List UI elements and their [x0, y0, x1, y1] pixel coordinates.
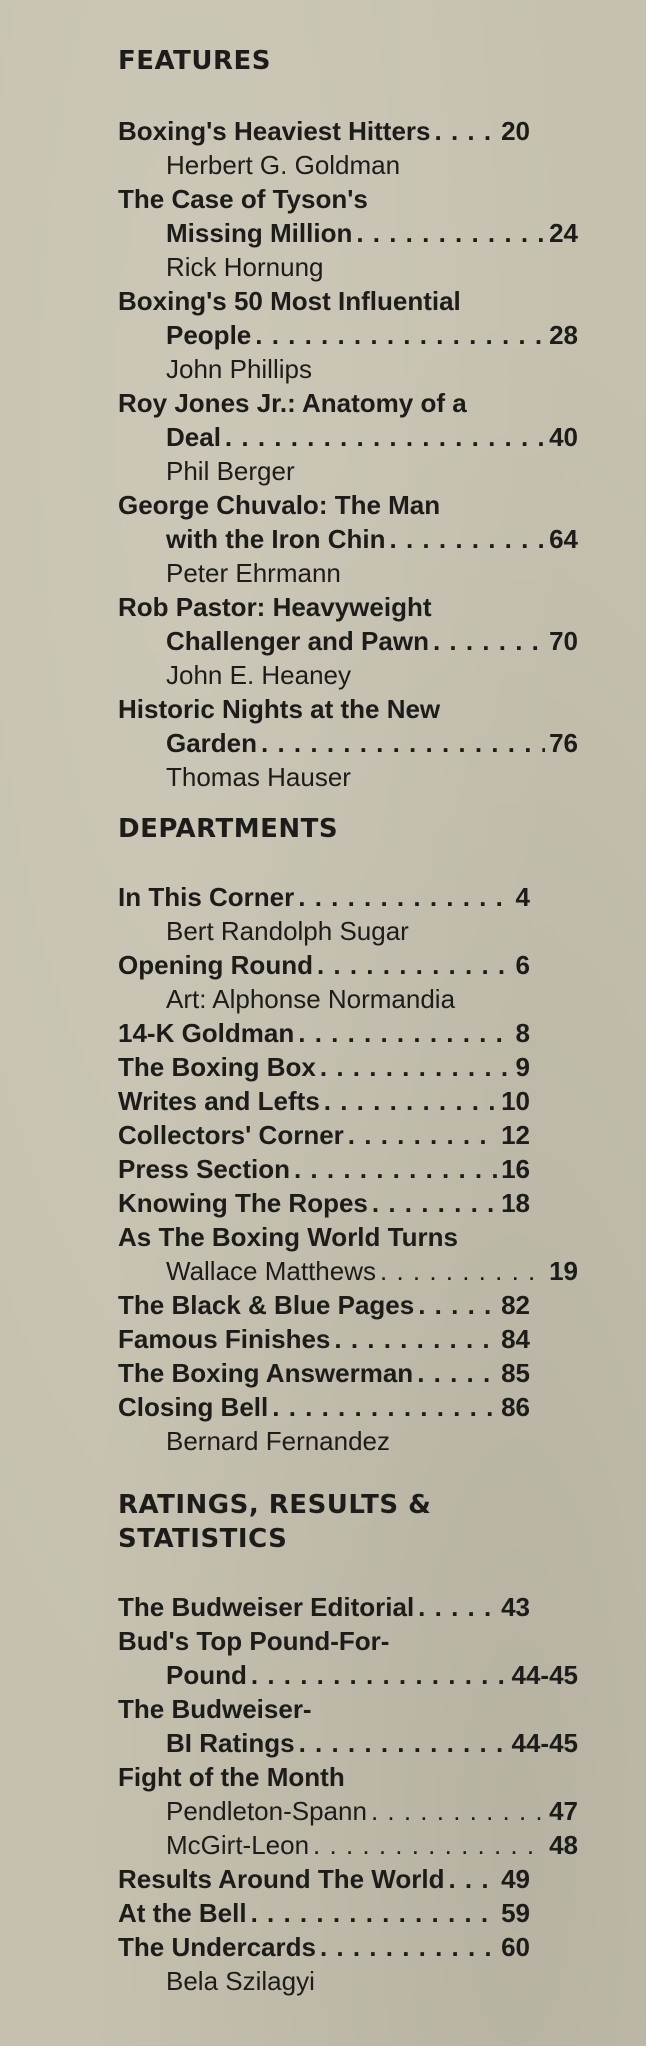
entry-line: [118, 624, 578, 658]
dot-leader: [433, 624, 545, 658]
entry-title: Closing Bell: [118, 1392, 269, 1422]
author-line: [118, 1424, 578, 1458]
entry-title: Boxing's 50 Most Influential: [118, 286, 461, 316]
entry-line: [118, 1118, 530, 1152]
entry-line: [118, 1016, 530, 1050]
page-number: 48: [549, 1830, 578, 1860]
author-line: [118, 454, 578, 488]
page-number: 28: [549, 320, 578, 350]
entry-title: Roy Jones Jr.: Anatomy of a: [118, 388, 467, 418]
page-number: 70: [549, 626, 578, 656]
page-number: 86: [501, 1392, 530, 1422]
entry-line: [118, 1390, 530, 1424]
entry-line: [118, 1084, 530, 1118]
entry-title: Missing Million: [166, 218, 353, 248]
author-name: Wallace Matthews: [166, 1256, 376, 1286]
entry-line: [118, 1862, 530, 1896]
entry-line: [118, 284, 530, 318]
author-line: [118, 914, 578, 948]
author-line: [118, 760, 578, 794]
entry-title: Historic Nights at the New: [118, 694, 441, 724]
entry-title: The Undercards: [118, 1932, 316, 1962]
entry-title: Boxing's Heaviest Hitters: [118, 116, 431, 146]
dot-leader: [225, 420, 545, 454]
entry-line: [118, 1896, 530, 1930]
dot-leader: [324, 1084, 497, 1118]
author-name: Herbert G. Goldman: [166, 150, 401, 180]
page-number: 20: [501, 116, 530, 146]
entry-title: Challenger and Pawn: [166, 626, 429, 656]
page-number: 24: [549, 218, 578, 248]
entry-line: [118, 1050, 530, 1084]
dot-leader: [272, 1390, 497, 1424]
page-number: 59: [501, 1898, 530, 1928]
entry-title: Famous Finishes: [118, 1324, 331, 1354]
author-line: [118, 1794, 578, 1828]
dot-leader: [435, 114, 498, 148]
entry-title: The Boxing Box: [118, 1052, 316, 1082]
page-number: 8: [515, 1018, 530, 1048]
dot-leader: [390, 522, 546, 556]
entry-title: Press Section: [118, 1154, 290, 1184]
entry-line: [118, 1152, 530, 1186]
page-number: 9: [515, 1052, 530, 1082]
entry-line: [118, 1930, 530, 1964]
entry-line: [118, 318, 578, 352]
entry-title: with the Iron Chin: [166, 524, 386, 554]
dot-leader: [448, 1862, 497, 1896]
entry-title: Garden: [166, 728, 258, 758]
author-name: John E. Heaney: [166, 660, 352, 690]
dot-leader: [294, 1152, 497, 1186]
entry-line: [118, 420, 578, 454]
entry-line: [118, 948, 530, 982]
entry-line: [118, 1658, 578, 1692]
page-number: 44-45: [511, 1660, 578, 1690]
dot-leader: [251, 1896, 498, 1930]
entry-title: Opening Round: [118, 950, 313, 980]
page-number: 4: [515, 882, 530, 912]
entry-line: [118, 1322, 530, 1356]
entry-line: [118, 1186, 530, 1220]
author-line: [118, 148, 578, 182]
entry-title: Collectors' Corner: [118, 1120, 344, 1150]
author-name: Peter Ehrmann: [166, 558, 341, 588]
dot-leader: [348, 1118, 497, 1152]
author-line: [118, 1964, 578, 1998]
entry-line: [118, 1760, 530, 1794]
page-number: 43: [501, 1592, 530, 1622]
dot-leader: [418, 1590, 497, 1624]
author-line: [118, 1254, 578, 1288]
author-name: Thomas Hauser: [166, 762, 351, 792]
page-number: 49: [501, 1864, 530, 1894]
dot-leader: [298, 880, 511, 914]
page-number: 18: [501, 1188, 530, 1218]
page-number: 60: [501, 1932, 530, 1962]
dot-leader: [255, 318, 545, 352]
departments-heading: DEPARTMENTS: [118, 814, 339, 844]
entry-title: The Budweiser-: [118, 1694, 312, 1724]
entry-title: The Case of Tyson's: [118, 184, 368, 214]
page-number: 16: [501, 1154, 530, 1184]
author-name: John Phillips: [166, 354, 312, 384]
ratings-heading-continued: STATISTICS: [118, 1524, 288, 1554]
page-number: 85: [501, 1358, 530, 1388]
author-name: Rick Hornung: [166, 252, 324, 282]
ratings-heading: RATINGS, RESULTS &: [118, 1490, 432, 1520]
entry-line: [118, 1220, 530, 1254]
dot-leader: [299, 1726, 508, 1760]
entry-title: The Boxing Answerman: [118, 1358, 414, 1388]
page-number: 76: [549, 728, 578, 758]
entry-line: [118, 1356, 530, 1390]
entry-line: [118, 1624, 530, 1658]
entry-line: [118, 1692, 530, 1726]
dot-leader: [417, 1356, 497, 1390]
entry-line: [118, 182, 530, 216]
entry-title: At the Bell: [118, 1898, 247, 1928]
entry-title: In This Corner: [118, 882, 295, 912]
page-number: 44-45: [511, 1728, 578, 1758]
entry-title: People: [166, 320, 252, 350]
dot-leader: [313, 1828, 545, 1862]
entry-line: [118, 692, 530, 726]
page-number: 12: [501, 1120, 530, 1150]
dot-leader: [356, 216, 545, 250]
author-name: Art: Alphonse Normandia: [166, 984, 456, 1014]
dot-leader: [251, 1658, 508, 1692]
dot-leader: [298, 1016, 511, 1050]
entry-line: [118, 386, 530, 420]
entry-title: Knowing The Ropes: [118, 1188, 368, 1218]
entry-line: [118, 488, 530, 522]
dot-leader: [372, 1186, 497, 1220]
entry-line: [118, 1288, 530, 1322]
author-name: Phil Berger: [166, 456, 295, 486]
entry-line: [118, 726, 578, 760]
page-number: 82: [501, 1290, 530, 1320]
entry-line: [118, 1590, 530, 1624]
entry-title: BI Ratings: [166, 1728, 295, 1758]
entry-title: Results Around The World: [118, 1864, 445, 1894]
page-number: 40: [549, 422, 578, 452]
page-number: 47: [549, 1796, 578, 1826]
page-number: 10: [501, 1086, 530, 1116]
features-heading: FEATURES: [118, 46, 271, 76]
entry-title: Writes and Lefts: [118, 1086, 320, 1116]
dot-leader: [371, 1794, 545, 1828]
entry-title: Rob Pastor: Heavyweight: [118, 592, 432, 622]
entry-line: [118, 1726, 578, 1760]
dot-leader: [261, 726, 545, 760]
entry-title: Pound: [166, 1660, 247, 1690]
dot-leader: [320, 1050, 512, 1084]
author-name: McGirt-Leon: [166, 1830, 310, 1860]
page-number: 19: [549, 1256, 578, 1286]
entry-title: George Chuvalo: The Man: [118, 490, 441, 520]
entry-title: Bud's Top Pound-For-: [118, 1626, 390, 1656]
entry-title: Deal: [166, 422, 221, 452]
entry-title: The Black & Blue Pages: [118, 1290, 415, 1320]
entry-title: As The Boxing World Turns: [118, 1222, 458, 1252]
entry-title: 14-K Goldman: [118, 1018, 295, 1048]
author-line: [118, 1828, 578, 1862]
dot-leader: [418, 1288, 497, 1322]
author-line: [118, 556, 578, 590]
author-name: Pendleton-Spann: [166, 1796, 367, 1826]
author-line: [118, 352, 578, 386]
page-number: 6: [515, 950, 530, 980]
dot-leader: [334, 1322, 497, 1356]
dot-leader: [320, 1930, 497, 1964]
entry-line: [118, 522, 578, 556]
entry-title: The Budweiser Editorial: [118, 1592, 415, 1622]
author-line: [118, 250, 578, 284]
author-line: [118, 982, 578, 1016]
author-line: [118, 658, 578, 692]
author-name: Bert Randolph Sugar: [166, 916, 409, 946]
entry-line: [118, 114, 530, 148]
page-number: 64: [549, 524, 578, 554]
author-name: Bernard Fernandez: [166, 1426, 391, 1456]
dot-leader: [380, 1254, 545, 1288]
author-name: Bela Szilagyi: [166, 1966, 315, 1996]
entry-line: [118, 216, 578, 250]
page-number: 84: [501, 1324, 530, 1354]
entry-line: [118, 880, 530, 914]
dot-leader: [317, 948, 512, 982]
entry-line: [118, 590, 530, 624]
entry-title: Fight of the Month: [118, 1762, 345, 1792]
